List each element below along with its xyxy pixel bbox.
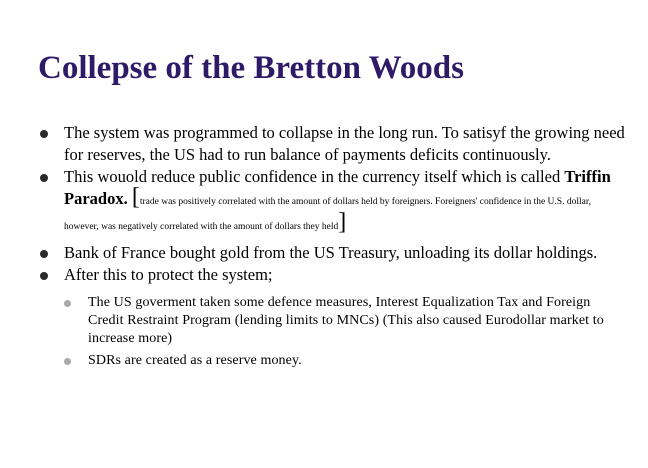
bullet-dot-icon [40,174,48,182]
bullet-text-1: The system was programmed to collapse in the long run. To satisyf the growing need for reserves, the US had to run balance of payments deficits continuously. [64,123,625,164]
bullet-dot-icon [40,250,48,258]
bullet-text-3: Bank of France bought gold from the US Treasury, unloading its dollar holdings. [64,243,598,262]
triffin-note: trade was positively correlated with the amount of dollars held by foreigners. Foreigners' confidence in the U.S. dollar, however, was negatively correlated with the amount of dollars they held [64,197,591,232]
bullet-item-4 [38,264,628,286]
bullet-list [38,122,628,370]
sub-bullet-dot-icon [64,300,71,307]
triffin-paradox-term: Triffin Paradox. [64,167,611,208]
bullet-text-2: This wouold reduce public confidence in the currency itself which is called [64,167,561,186]
bullet-text-4: After this to protect the system; [64,265,273,284]
bullet-dot-icon [40,130,48,138]
sub-bullet-dot-icon [64,358,71,365]
sub-bullet-list [62,294,628,370]
bullet-item-1 [38,122,628,166]
sub-bullet-item-2 [62,352,628,370]
sub-bullet-text-1: The US goverment taken some defence measures, Interest Equalization Tax and Foreign Credit Restraint Program (lending limits to MNCs) (This also caused Eurodollar market to increase more) [88,295,604,346]
sub-bullet-text-2: SDRs are created as a reserve money. [88,353,302,368]
bullet-dot-icon [40,272,48,280]
note-bracket-close: ] [338,209,347,235]
slide-title: Collepse of the Bretton Woods [38,50,464,86]
note-bracket-open: [ [131,184,140,210]
sub-bullet-item-1 [62,294,628,348]
bullet-item-2 [38,166,628,238]
bullet-item-3 [38,242,628,264]
